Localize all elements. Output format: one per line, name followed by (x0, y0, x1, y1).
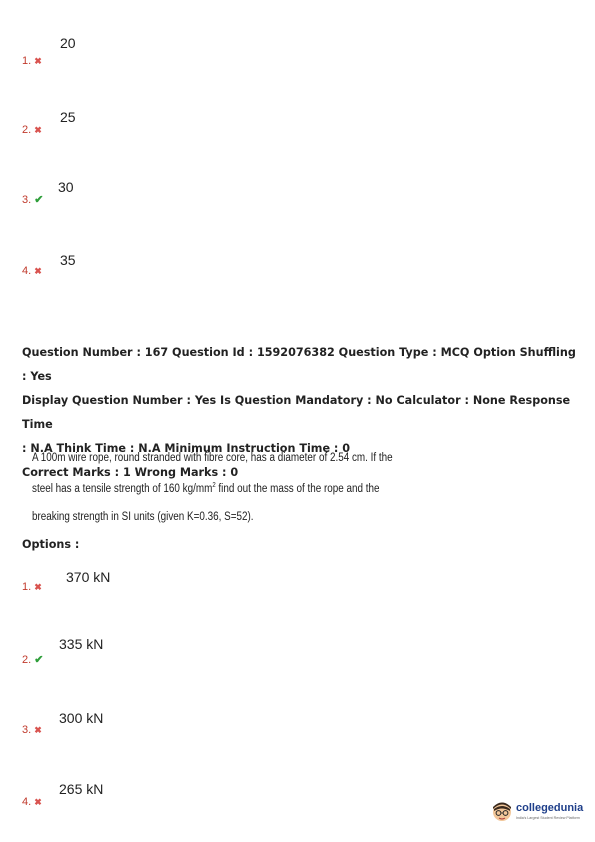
option-number-2: 2. ✔ (22, 654, 44, 666)
question-line-1: A 100m wire rope, round stranded with fibre core, has a diameter of 2.54 cm. If the (32, 452, 393, 464)
cross-icon: ✖ (34, 582, 42, 592)
options-label: Options : (22, 538, 80, 551)
cross-icon: ✖ (34, 56, 42, 66)
prev-option-number-3: 3. ✔ (22, 194, 44, 206)
check-icon: ✔ (34, 194, 44, 206)
prev-option-number-4: 4. ✖ (22, 265, 42, 277)
meta-line-1: Question Number : 167 Question Id : 1592076382 Question Type : MCQ Option Shuffling : Yes (22, 346, 576, 383)
logo-tagline: India's Largest Student Review Platform (516, 816, 580, 820)
option-text-4: 265 kN (59, 781, 104, 797)
prev-option-text-3: 30 (58, 179, 74, 195)
logo-name: collegedunia (516, 802, 584, 814)
option-text-3: 300 kN (59, 710, 104, 726)
mascot-icon (491, 800, 513, 824)
prev-option-text-2: 25 (60, 109, 76, 125)
collegedunia-logo (491, 798, 591, 828)
option-number-3: 3. ✖ (22, 724, 42, 736)
question-line-3: breaking strength in SI units (given K=0.36, S=52). (32, 510, 254, 523)
check-icon: ✔ (34, 654, 44, 666)
cross-icon: ✖ (34, 125, 42, 135)
meta-line-2: Display Question Number : Yes Is Question Mandatory : No Calculator : None Response Time (22, 394, 571, 431)
prev-option-text-1: 20 (60, 35, 76, 51)
question-line-2: steel has a tensile strength of 160 $kg/mm^2$ find out the mass of the rope and the (32, 482, 380, 495)
option-text-2: 335 kN (59, 636, 104, 652)
prev-option-number-2: 2. ✖ (22, 124, 42, 136)
question-text (32, 444, 393, 531)
option-number-4: 4. ✖ (22, 796, 42, 808)
meta-line-3: : N.A Think Time : N.A Minimum Instruction Time : 0 (22, 442, 351, 455)
prev-option-text-4: 35 (60, 252, 76, 268)
cross-icon: ✖ (34, 797, 42, 807)
cross-icon: ✖ (34, 266, 42, 276)
meta-marks: Correct Marks : 1 Wrong Marks : 0 (22, 466, 239, 479)
prev-option-number-1: 1. ✖ (22, 55, 42, 67)
option-text-1: 370 kN (66, 569, 111, 585)
option-number-1: 1. ✖ (22, 581, 42, 593)
cross-icon: ✖ (34, 725, 42, 735)
